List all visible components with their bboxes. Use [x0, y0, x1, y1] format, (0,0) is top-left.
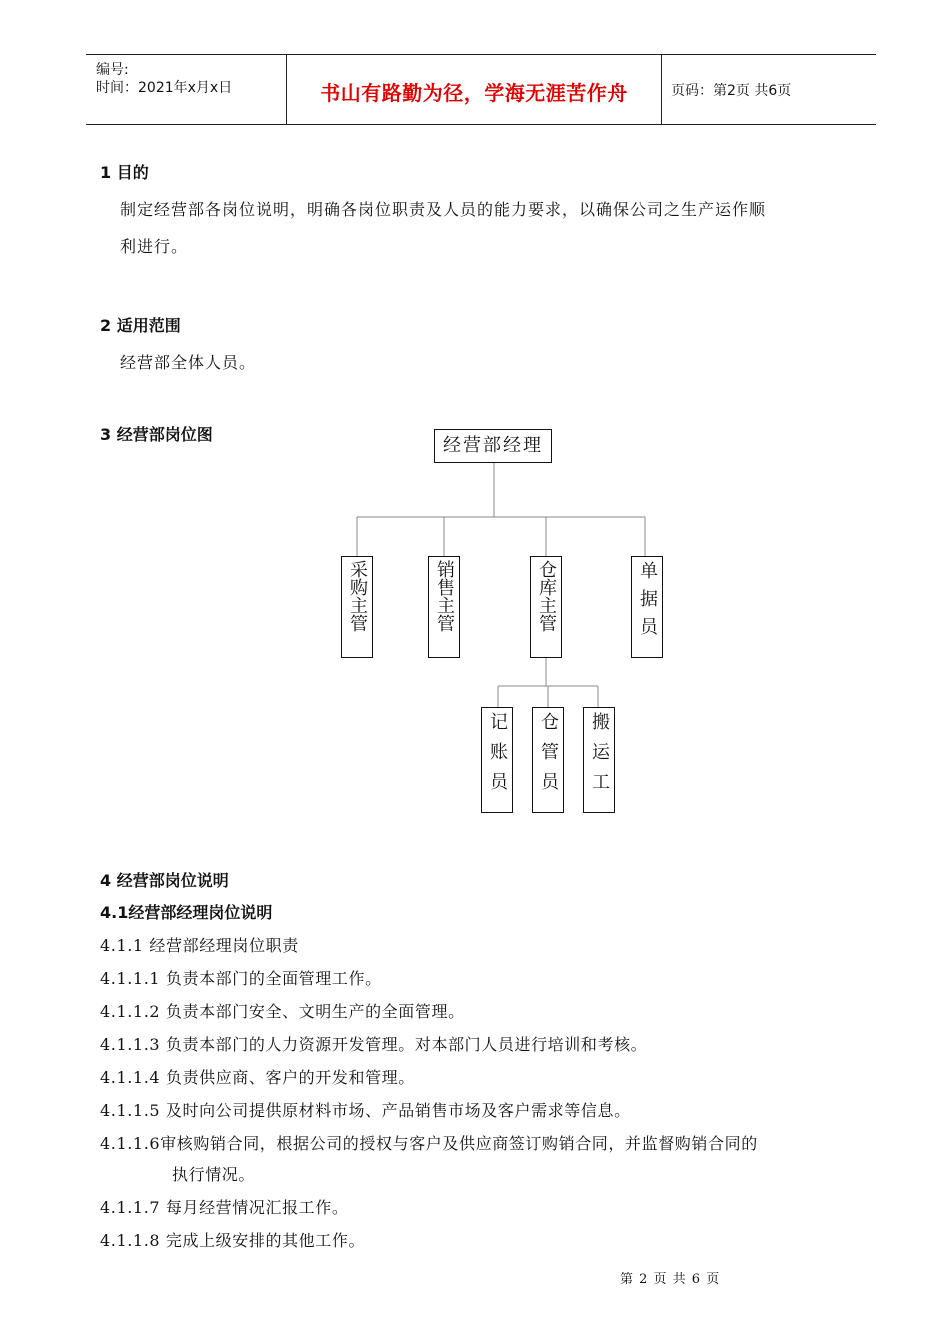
section-4-title: 4 经营部岗位说明	[100, 871, 229, 890]
section-3-title: 3 经营部岗位图	[100, 425, 213, 444]
item-text: 及时向公司提供原材料市场、产品销售市场及客户需求等信息。	[165, 1101, 631, 1120]
item-number: 4.1.1.7	[100, 1198, 161, 1217]
section-1-line-2: 利进行。	[120, 237, 189, 256]
section-2-body: 经营部全体人员。	[120, 353, 257, 372]
list-item	[100, 1032, 647, 1055]
section-1-line-1: 制定经营部各岗位说明，明确各岗位职责及人员的能力要求，以确保公司之生产运作顺	[120, 200, 767, 219]
item-number: 4.1.1	[100, 936, 144, 955]
list-item	[100, 999, 465, 1022]
section-2-title: 2 适用范围	[100, 316, 181, 335]
item-number: 4.1.1.3	[100, 1035, 161, 1054]
list-item	[100, 933, 299, 956]
header-page-info: 页码：第2页 共6页	[671, 83, 792, 99]
list-item	[100, 1065, 415, 1088]
org-node-sales-supervisor	[428, 556, 460, 658]
org-node-storekeeper	[532, 707, 564, 813]
item-number: 4.1.1.1	[100, 969, 161, 988]
item-number: 4.1.1.8	[100, 1231, 161, 1250]
list-item	[100, 1195, 348, 1218]
org-node-warehouse-supervisor	[530, 556, 562, 658]
item-text: 负责供应商、客户的开发和管理。	[165, 1068, 415, 1087]
org-node-warehouse-supervisor-label: 仓库主管	[536, 560, 557, 632]
item-text: 负责本部门的全面管理工作。	[165, 969, 382, 988]
header-page-cell	[661, 55, 876, 124]
header-left-cell	[86, 55, 286, 124]
item-text: 执行情况。	[172, 1165, 256, 1184]
org-node-storekeeper-label: 仓管员	[538, 712, 559, 802]
list-item	[100, 1131, 758, 1154]
org-node-document-clerk-label: 单据员	[637, 561, 658, 645]
org-node-bookkeeper	[481, 707, 513, 813]
list-item	[100, 1098, 631, 1121]
item-text: 负责本部门安全、文明生产的全面管理。	[165, 1002, 465, 1021]
org-node-manager: 经营部经理	[434, 429, 552, 463]
item-text: 负责本部门的人力资源开发管理。对本部门人员进行培训和考核。	[165, 1035, 648, 1054]
list-item	[100, 966, 382, 989]
header-motto: 书山有路勤为径，学海无涯苦作舟	[320, 81, 628, 105]
item-text: 每月经营情况汇报工作。	[165, 1198, 349, 1217]
item-number: 4.1.1.6	[100, 1134, 161, 1153]
page-footer: 第 2 页 共 6 页	[620, 1272, 721, 1287]
list-item-continuation	[172, 1162, 255, 1185]
page-header	[86, 54, 876, 125]
org-node-sales-supervisor-label: 销售主管	[434, 560, 455, 632]
item-number: 4.1.1.4	[100, 1068, 161, 1087]
org-node-porter-label: 搬运工	[589, 712, 610, 802]
org-node-porter	[583, 707, 615, 813]
section-1-title: 1 目的	[100, 163, 149, 182]
org-node-purchase-supervisor	[341, 556, 373, 658]
item-text: 经营部经理岗位职责	[149, 936, 299, 955]
org-node-document-clerk	[631, 556, 663, 658]
doc-time-label: 时间：2021年x月x日	[96, 80, 233, 96]
doc-code-label: 编号:	[96, 62, 129, 78]
item-number: 4.1.1.2	[100, 1002, 161, 1021]
item-text: 完成上级安排的其他工作。	[165, 1231, 366, 1250]
org-node-bookkeeper-label: 记账员	[487, 712, 508, 802]
list-item	[100, 1228, 365, 1251]
org-node-purchase-supervisor-label: 采购主管	[347, 560, 368, 632]
item-number: 4.1.1.5	[100, 1101, 161, 1120]
item-text: 审核购销合同，根据公司的授权与客户及供应商签订购销合同，并监督购销合同的	[160, 1134, 758, 1153]
header-motto-cell	[286, 55, 662, 124]
section-4-1-title: 4.1经营部经理岗位说明	[100, 903, 273, 922]
